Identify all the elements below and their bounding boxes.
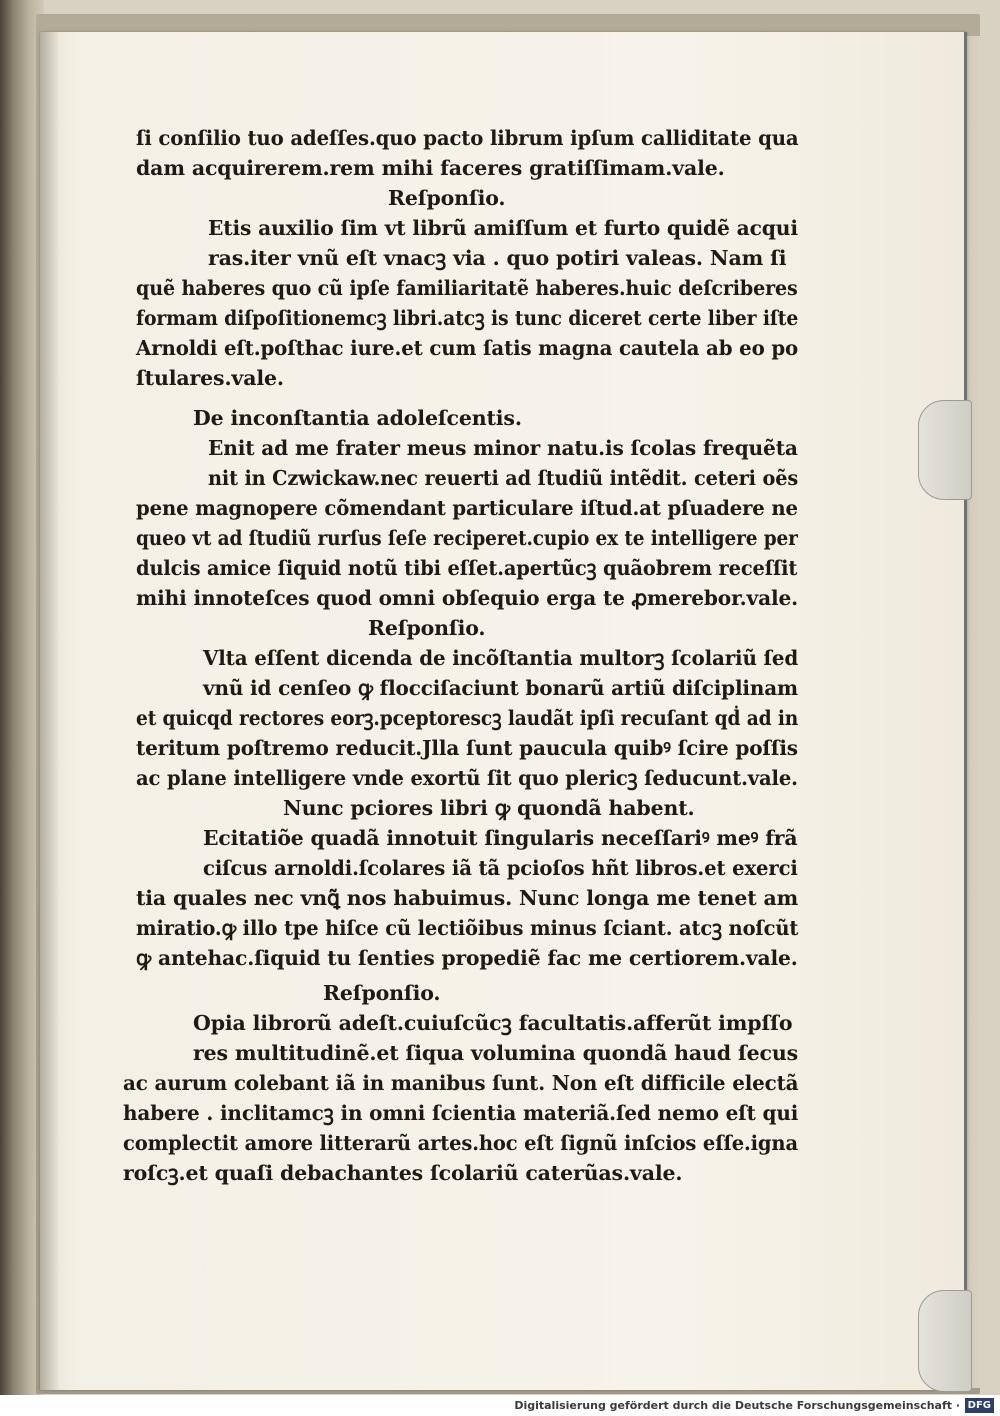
text-line: Arnoldi eſt.poſthac iure.et cum ſatis magna cautela ab eo po — [136, 336, 799, 360]
text-line: habere . inclitamcꝫ in omni ſcientia materiã.ſed nemo eſt qui — [123, 1101, 799, 1125]
text-line: ſi conſilio tuo adeſſes.quo pacto librum ipſum calliditate qua — [136, 126, 799, 150]
text-line: vnũ id cenſeo ꝙ flocciſaciunt bonarũ artiũ diſciplinam — [203, 676, 799, 700]
gutter-shadow — [40, 32, 60, 1390]
text-line: ciſcus arnoldi.ſcolares iã tã pcioſos hñt libros.et exerci — [203, 856, 798, 880]
text-line: res multitudinẽ.et ſiqua volumina quondã haud ſecus — [193, 1041, 799, 1065]
clip-tab-top — [918, 400, 972, 500]
text-line: Ecitatiõe quadã innotuit ſingularis neceſſariꝰ meꝰ frã — [203, 826, 798, 850]
text-line: Etis auxilio ſim vt librũ amiſſum et furto quidẽ acqui — [208, 216, 798, 240]
section-heading: Nunc pciores libri ꝙ quondã habent. — [283, 796, 695, 820]
text-line: dulcis amice ſiquid notũ tibi eſſet.apertũcꝫ quãobrem receſſit — [136, 556, 798, 580]
section-heading: Reſponſio. — [388, 186, 506, 210]
text-line: ras.iter vnũ eſt vnacꝫ via . quo potiri valeas. Nam ſi — [208, 246, 787, 270]
text-line: et quicqd rectores eorꝫ.pceptorescꝫ laudãt ipſi recuſant qḋ ad in — [136, 706, 799, 730]
text-line: miratio.ꝙ illo tpe hiſce cũ lectiõibus minus ſciant. atcꝫ noſcũt — [136, 916, 799, 940]
text-line: mihi innoteſces quod omni obſequio erga te ꝓmerebor.vale. — [136, 586, 798, 610]
text-line: queo vt ad ſtudiũ rurſus ſeſe reciperet.cupio ex te intelligere per — [136, 526, 798, 550]
text-line: ſtulares.vale. — [136, 366, 284, 390]
funding-credit: Digitalisierung gefördert durch die Deutsche Forschungsgemeinschaft · — [514, 1399, 960, 1412]
text-line: nit in Czwickaw.nec reuerti ad ſtudiũ intẽdit. ceteri oẽs — [208, 466, 799, 490]
text-line: pene magnopere cõmendant particulare iſtud.at pſuadere ne — [136, 496, 798, 520]
text-line: complectit amore litterarũ artes.hoc eſt ſignũ inſcios eſſe.igna — [123, 1131, 798, 1155]
text-line: tia quales nec vnꝗ̃ nos habuimus. Nunc longa me tenet am — [136, 886, 799, 910]
section-heading: Reſponſio. — [323, 981, 441, 1005]
text-line: teritum poſtremo reducit.Jlla ſunt paucula quibꝰ ſcire poſſis — [136, 736, 798, 760]
footer-bar — [0, 1396, 1000, 1416]
text-line: dam acquirerem.rem mihi faceres gratiſſimam.vale. — [136, 156, 725, 180]
text-line: Vlta eſſent dicenda de incõſtantia multorꝫ ſcolariũ ſed — [203, 646, 799, 670]
dfg-logo: DFG — [965, 1398, 994, 1413]
text-line: formam diſpoſitionemcꝫ libri.atcꝫ is tunc diceret certe liber iſte — [136, 306, 799, 330]
section-heading: De inconſtantia adoleſcentis. — [193, 406, 522, 430]
text-line: quẽ haberes quo cũ ipſe familiaritatẽ haberes.huic deſcriberes — [136, 276, 798, 300]
text-line: ac plane intelligere vnde exortũ ſit quo plericꝫ ſeducunt.vale. — [136, 766, 798, 790]
text-line: ac aurum colebant iã in manibus ſunt. Non eſt difficile electã — [123, 1071, 799, 1095]
text-line: Opia librorũ adeſt.cuiuſcũcꝫ facultatis.afferũt impſſo — [193, 1011, 793, 1035]
text-line: roſcꝫ.et quaſi debachantes ſcolariũ caterũas.vale. — [123, 1161, 683, 1185]
section-heading: Reſponſio. — [368, 616, 486, 640]
text-line: Enit ad me frater meus minor natu.is ſcolas frequẽta — [208, 436, 798, 460]
clip-tab-bottom — [918, 1290, 972, 1392]
text-line: ꝙ antehac.ſiquid tu ſenties propediẽ fac me certiorem.vale. — [136, 946, 798, 970]
